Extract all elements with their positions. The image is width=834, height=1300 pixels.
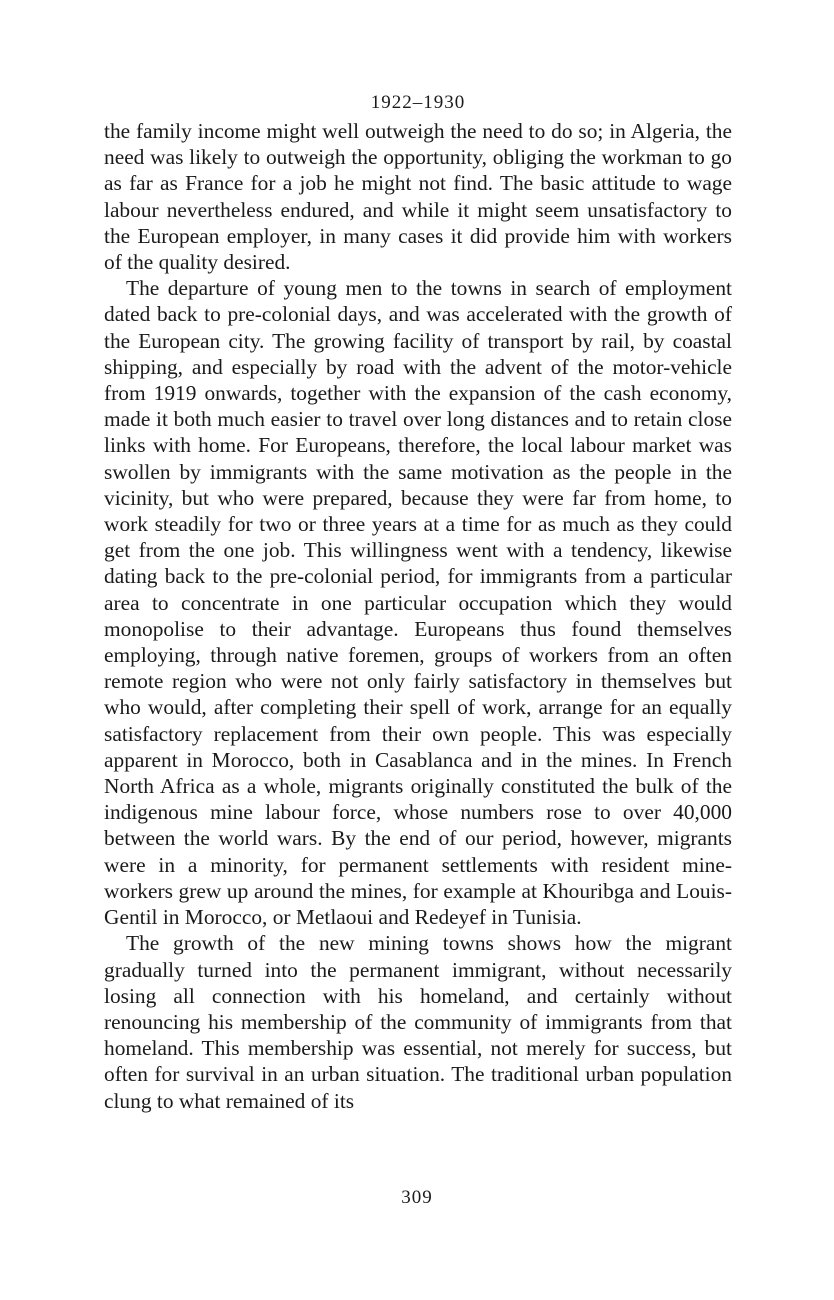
page-number: 309	[401, 1187, 433, 1208]
page-body	[104, 90, 732, 1114]
text-block	[104, 118, 732, 1114]
paragraph-continuation: the family income might well outweigh the need to do so; in Algeria, the need was likely to outweigh the opportunity, obliging the workman to go as far as France for a job he might not find. The basic attitude to wage labour nevertheless endured, and while it might seem unsatisfactory to the European employer, in many cases it did provide him with workers of the quality desired.	[104, 119, 732, 275]
paragraph-mining-towns: The growth of the new mining towns shows how the migrant gradually turned into the permanent immigrant, without necessarily losing all connection with his homeland, and certainly without renouncing his membership of the community of immigrants from that homeland. This membership was essential, not merely for success, but often for survival in an urban situation. The traditional urban population clung to what remained of its	[104, 931, 732, 1113]
paragraph-migration: The departure of young men to the towns in search of employment dated back to pre-colonial days, and was accelerated with the growth of the European city. The growing facility of transport by rail, by coastal shipping, and especially by road with the advent of the motor-vehicle from 1919 onwards, together with the expansion of the cash economy, made it both much easier to travel over long distances and to retain close links with home. For Europeans, therefore, the local labour market was swollen by immigrants with the same motivation as the people in the vicinity, but who were prepared, because they were far from home, to work steadily for two or three years at a time for as much as they could get from the one job. This willingness went with a tendency, likewise dating back to the pre-colonial period, for immigrants from a particular area to concentrate in one particular occupation which they would monopolise to their advantage. Europeans thus found themselves employing, through native foremen, groups of workers from an often remote region who were not only fairly satisfactory in themselves but who would, after completing their spell of work, arrange for an equally satisfactory replacement from their own people. This was especially apparent in Morocco, both in Casablanca and in the mines. In French North Africa as a whole, migrants originally constituted the bulk of the indigenous mine labour force, whose numbers rose to over 40,000 between the world wars. By the end of our period, however, migrants were in a minority, for permanent settlements with resident mine-workers grew up around the mines, for example at Khouribga and Louis-Gentil in Morocco, or Metlaoui and Redeyef in Tunisia.	[104, 276, 732, 930]
running-head: 1922–1930	[370, 92, 466, 113]
